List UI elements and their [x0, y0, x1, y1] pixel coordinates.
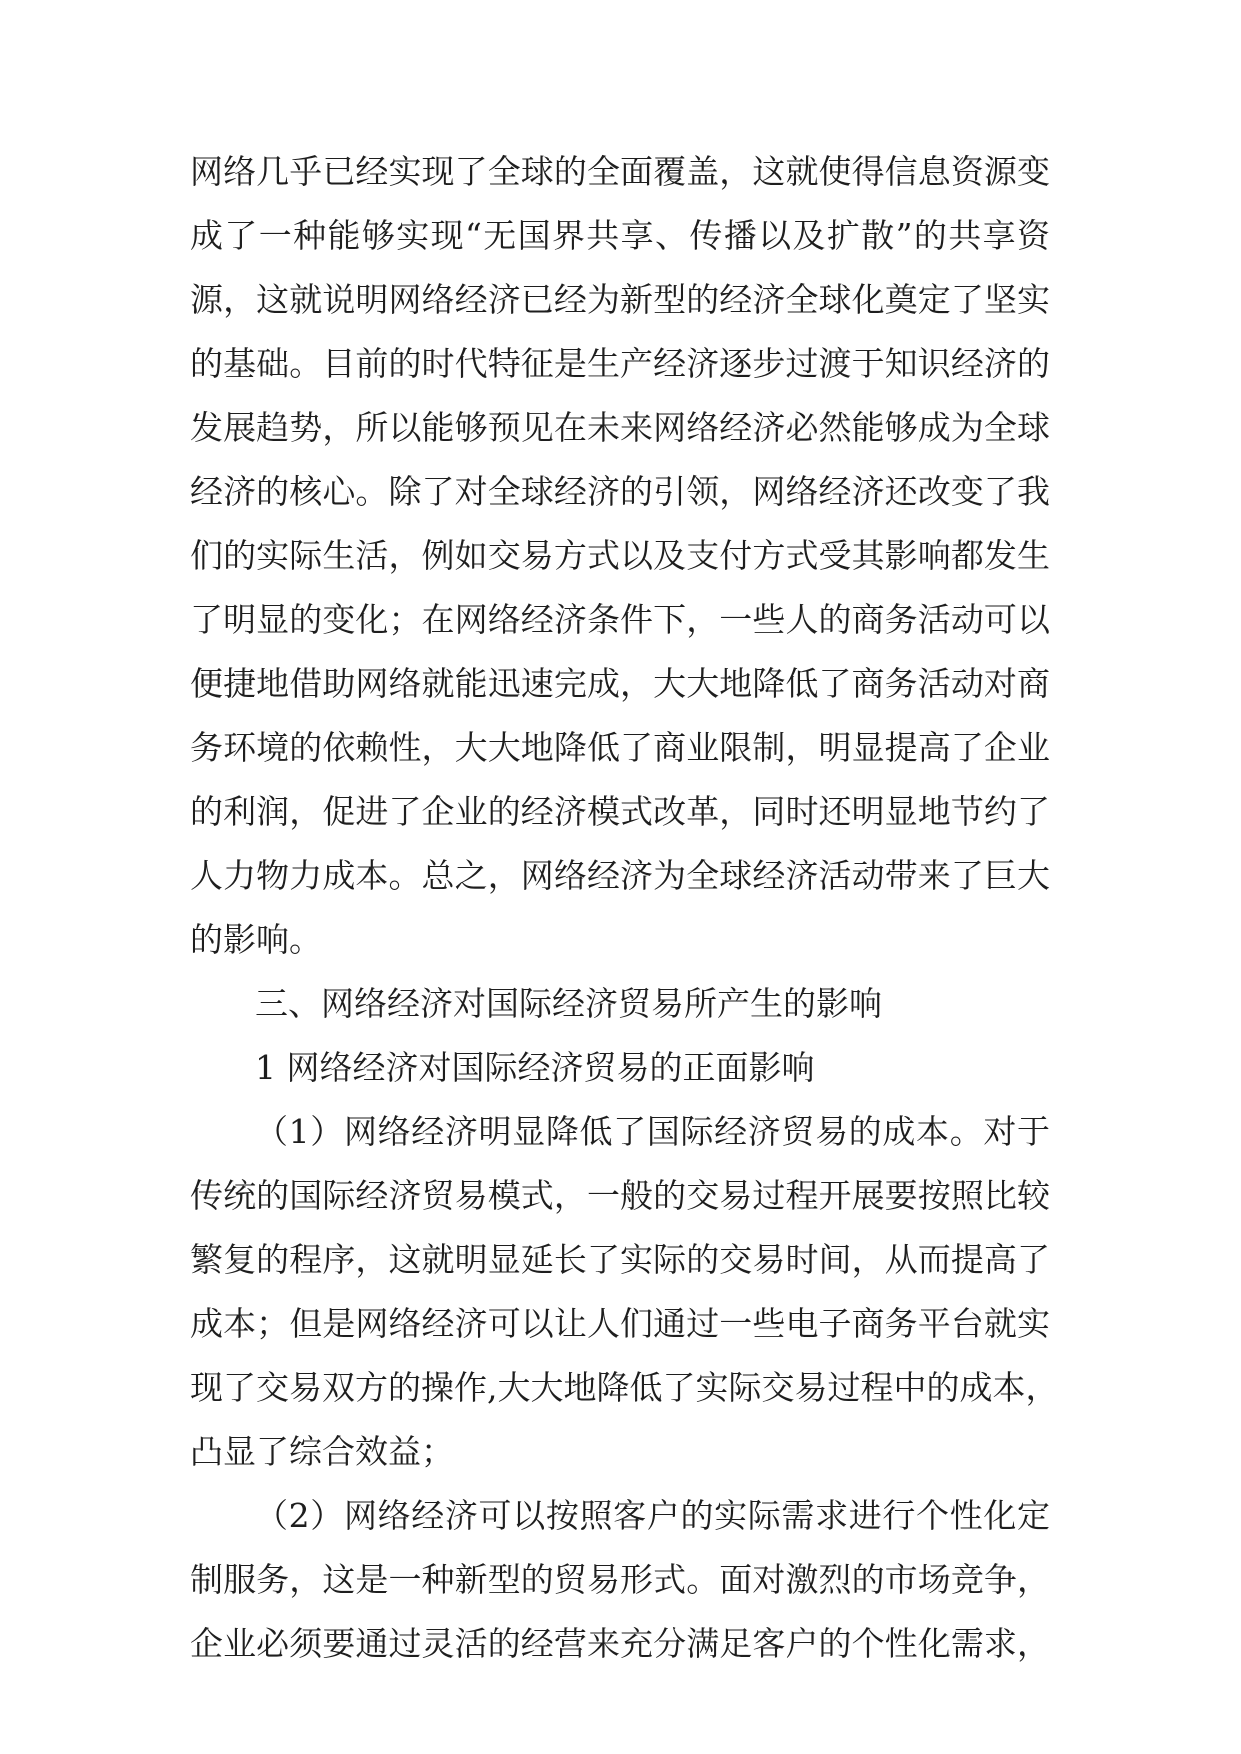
paragraph-line: 凸显了综合效益；	[190, 1432, 454, 1471]
paragraph-line: 企业必须要通过灵活的经营来充分满足客户的个性化需求，	[190, 1624, 1050, 1663]
paragraph-line: 的利润，促进了企业的经济模式改革，同时还明显地节约了	[190, 792, 1050, 831]
paragraph-line: 便捷地借助网络就能迅速完成，大大地降低了商务活动对商	[190, 664, 1050, 703]
paragraph-line: （2）网络经济可以按照客户的实际需求进行个性化定	[255, 1496, 1050, 1535]
paragraph-line: 成了一种能够实现“无国界共享、传播以及扩散”的共享资	[190, 216, 1050, 255]
paragraph-line: 了明显的变化；在网络经济条件下，一些人的商务活动可以	[190, 600, 1050, 639]
paragraph-line: 务环境的依赖性，大大地降低了商业限制，明显提高了企业	[190, 728, 1050, 767]
section-heading: 三、网络经济对国际经济贸易所产生的影响	[255, 984, 882, 1023]
subsection-heading: 1 网络经济对国际经济贸易的正面影响	[255, 1048, 815, 1087]
paragraph-line: 源，这就说明网络经济已经为新型的经济全球化奠定了坚实	[190, 280, 1050, 319]
paragraph-line: 人力物力成本。总之，网络经济为全球经济活动带来了巨大	[190, 856, 1050, 895]
paragraph-line: 成本；但是网络经济可以让人们通过一些电子商务平台就实	[190, 1304, 1050, 1343]
paragraph-line: 们的实际生活，例如交易方式以及支付方式受其影响都发生	[190, 536, 1050, 575]
paragraph-line: 繁复的程序，这就明显延长了实际的交易时间，从而提高了	[190, 1240, 1050, 1279]
paragraph-line: 网络几乎已经实现了全球的全面覆盖，这就使得信息资源变	[190, 152, 1050, 191]
paragraph-line: 现了交易双方的操作,大大地降低了实际交易过程中的成本，	[190, 1368, 1059, 1407]
paragraph-line: 的基础。目前的时代特征是生产经济逐步过渡于知识经济的	[190, 344, 1050, 383]
paragraph-line: （1）网络经济明显降低了国际经济贸易的成本。对于	[255, 1112, 1050, 1151]
paragraph-line: 传统的国际经济贸易模式，一般的交易过程开展要按照比较	[190, 1176, 1050, 1215]
paragraph-line: 发展趋势，所以能够预见在未来网络经济必然能够成为全球	[190, 408, 1050, 447]
paragraph-line: 经济的核心。除了对全球经济的引领，网络经济还改变了我	[190, 472, 1050, 511]
paragraph-line: 制服务，这是一种新型的贸易形式。面对激烈的市场竞争，	[190, 1560, 1050, 1599]
paragraph-line: 的影响。	[190, 920, 322, 959]
